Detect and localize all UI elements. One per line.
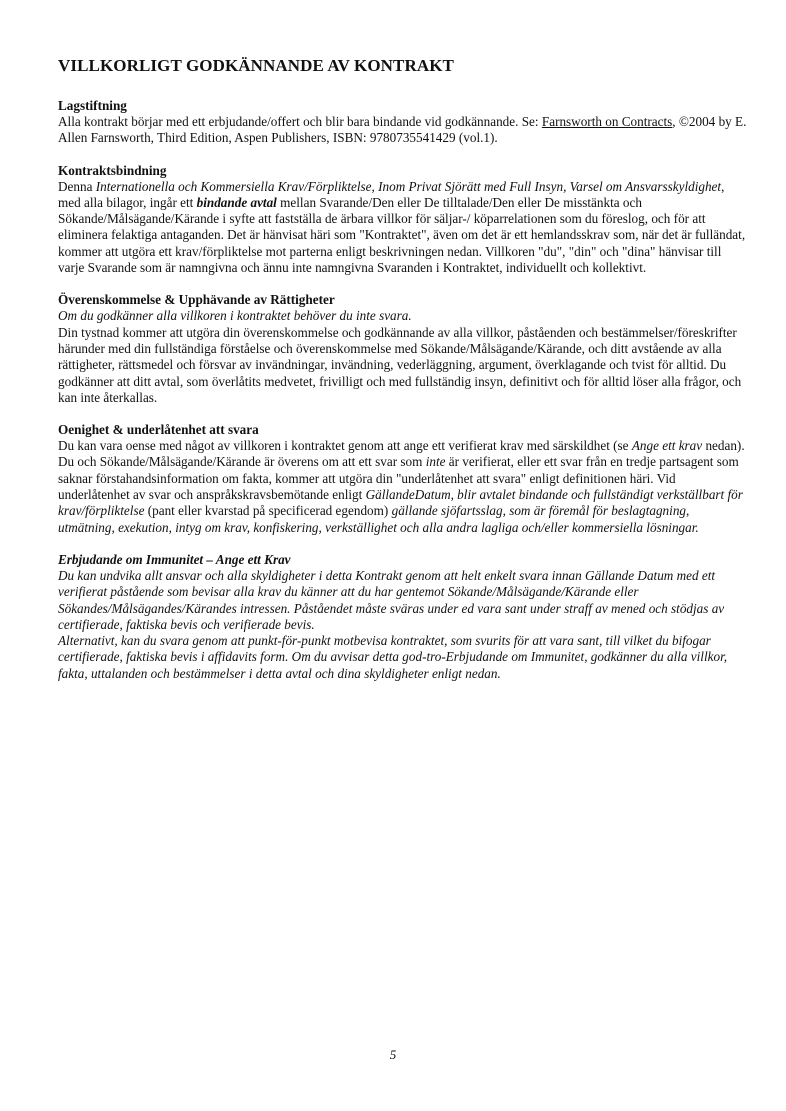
section-lagstiftning [58, 98, 748, 147]
italic-run: inte [425, 454, 446, 470]
section-heading: Kontraktsbindning [58, 162, 167, 178]
section-overenskommelse [58, 292, 748, 406]
text-run: mellan Svarande/Den eller De tilltalade/Den eller De misstänkta och Sökande/Målsägande/Kärande i syfte att fastställa de ärbara villkor för säljar-/ köparrelationen som du föreslog, och för att eliminera felaktiga antaganden. Det är hänvisat häri som "Kontraktet", även om det är ett hemlandsskrav som, när det är fulländat, kommer att utgöra ett krav/förpliktelse mot parterna enligt beskrivningen nedan. Villkoren "du", "din" och "dina" hänvisar till varje Svarande som är namngivna och ännu inte namngivna Svaranden i Kontraktet, individuellt och kollektivt. [58, 194, 746, 276]
section-heading: Oenighet & underlåtenhet att svara [58, 422, 259, 438]
text-run: nedan). Du och Sökande/Målsägande/Kärande är överens om att ett svar som [58, 438, 745, 470]
section-heading: Överenskommelse & Upphävande av Rättigheter [58, 292, 335, 308]
section-erbjudande [58, 552, 748, 682]
italic-run: gällande sjöfartsslag, som är föremål för beslagtagning, utmätning, exekution, intyg om krav, konfiskering, verkställighet och alla andra lagliga och/eller kommersiella lösningar. [58, 503, 699, 535]
section-paragraph [58, 179, 748, 277]
bold-italic-run: bindande avtal [196, 194, 277, 210]
italic-run: GällandeDatum, blir avtalet bindande och fullständigt verkställbart för krav/förpliktelse [58, 487, 743, 519]
section-paragraph: Alternativt, kan du svara genom att punkt-för-punkt motbevisa kontraktet, som svurits för att vara sant, till vilket du bifogar certifierade, faktiska bevis i affidavits form. Om du avvisar detta god-tro-Erbjudande om Immunitet, godkänner du alla villkor, fakta, uttalanden och bestämmelser i detta avtal och dina skyldigheter enligt nedan. [58, 633, 728, 681]
text-run: Denna [58, 178, 96, 194]
text-run: Du kan vara oense med något av villkoren i kontraktet genom att ange ett verifierat krav med särskildhet (se [58, 438, 632, 454]
text-run: Alla kontrakt börjar med ett erbjudande/offert och blir bara bindande vid godkännande. Se: [58, 114, 542, 129]
text-run: (pant eller kvarstad på specificerad egendom) [144, 503, 392, 519]
text-run: är verifierat, eller ett svar från en tredje partsagent som saknar förstahandsinformation om fakta, kommer att utgöra din "underlåtenhet att svara" enligt definitionen häri. Vid underlåtenhet av svar och anspråkskravsbemötande enligt [58, 454, 739, 503]
document-page [58, 56, 748, 698]
italic-run: Internationella och Kommersiella Krav/Förpliktelse, Inom Privat Sjörätt med Full Insyn, Varsel om Ansvarsskyldighet [95, 178, 722, 194]
section-kontraktsbindning [58, 163, 748, 277]
reference-link[interactable]: Farnsworth on Contracts [541, 114, 673, 129]
section-paragraph: Din tystnad kommer att utgöra din överenskommelse och godkännande av alla villkor, påståenden och bestämmelser/föreskrifter härunder med din fullständiga förståelse och överenskommelse med Sökande/Målsägande/Kärande, och ditt avstående av alla rättigheter, rättsmedel och försvar av invändningar, invändning, vederläggning, argument, överklagande och tvist för alltid. Du godkänner att ditt avtal, som överlåtits medvetet, frivilligt och med fullständig insyn, definitivt och för alltid löser alla frågor, och kan inte återkallas. [58, 324, 742, 405]
italic-run: Ange ett krav [631, 438, 703, 454]
section-note: Om du godkänner alla villkoren i kontraktet behöver du inte svara. [58, 308, 412, 324]
section-paragraph [58, 438, 748, 536]
page-number: 5 [389, 1047, 397, 1062]
section-paragraph: Du kan undvika allt ansvar och alla skyldigheter i detta Kontrakt genom att helt enkelt svara innan Gällande Datum med ett verifierat påstående som bevisar alla krav du känner att du har gentemot Sökande/Målsägande/Kärande eller Sökandes/Målsägandes/Kärandes intressen. Påståendet måste sväras under ed vara sant under straff av mened och stödjas av certifierade, faktiska bevis och verifierade bevis. [58, 567, 725, 632]
section-paragraph [58, 114, 748, 147]
document-title: VILLKORLIGT GODKÄNNANDE AV KONTRAKT [58, 56, 454, 75]
text-run: , med alla bilagor, ingår ett [58, 178, 725, 210]
text-run: , ©2004 by E. Allen Farnsworth, Third Edition, Aspen Publishers, ISBN: 9780735541429 (vol.1). [58, 114, 747, 146]
section-oenighet [58, 422, 748, 536]
section-heading: Erbjudande om Immunitet – Ange ett Krav [58, 551, 291, 567]
section-heading: Lagstiftning [58, 98, 127, 113]
